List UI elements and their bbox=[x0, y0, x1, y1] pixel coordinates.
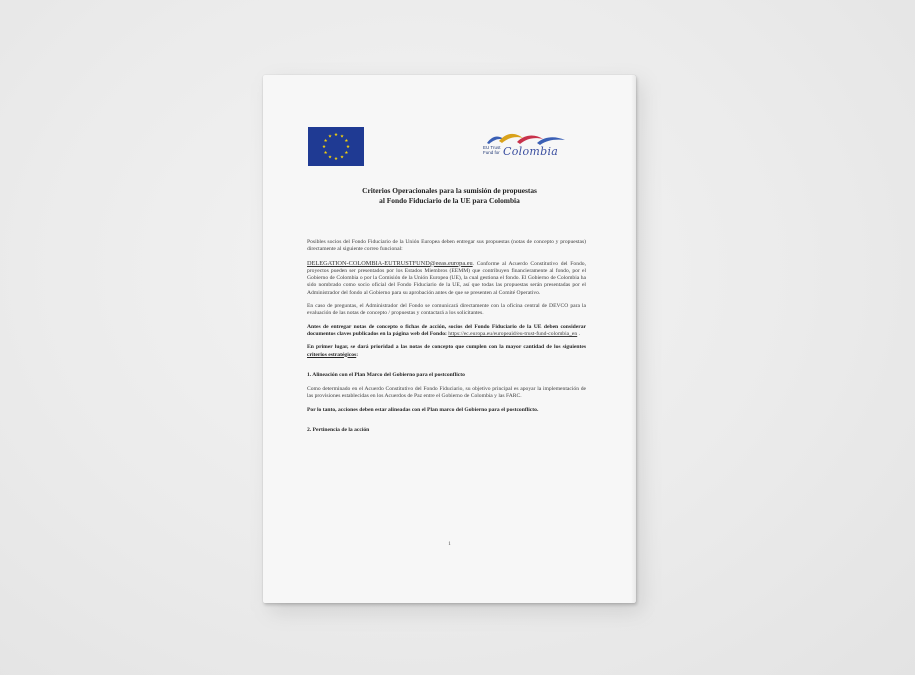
paragraph-5 bbox=[307, 344, 586, 359]
paragraph-5-bold: En primer lugar, se dará prioridad a las notas de concepto que cumplen con la mayor cantidad de los siguientes bbox=[307, 344, 586, 351]
eu-star-icon bbox=[324, 151, 327, 154]
paragraph-4-end: . bbox=[577, 330, 580, 337]
eu-star-icon bbox=[328, 155, 331, 158]
eu-star-icon bbox=[345, 151, 348, 154]
eu-star-icon bbox=[340, 134, 343, 137]
eu-flag-icon bbox=[308, 127, 364, 166]
eu-star-icon bbox=[328, 134, 331, 137]
paragraph-2-text: . Conforme al Acuerdo Constitutivo del Fondo, proyectos pueden ser presentados por los Estados Miembros (EEMM) que contribuyen financieramente al fondo, por el Gobierno de Colombia o por la Comisión de la Unión Europea (UE), la cual gestiona el fondo. El Gobierno de Colombia ha sido nombrado como socio oficial del Fondo Fiduciario de la UE, así que todas las propuestas serán presentadas por el Administrador del fondo al Gobierno para su aprobación antes de que se presenten al Comité Operativo. bbox=[307, 260, 586, 296]
heading-2: 2. Pertinencia de la acción bbox=[307, 427, 370, 434]
eu-star-icon bbox=[346, 145, 349, 148]
title-line-1: Criterios Operacionales para la sumisión de propuestas bbox=[362, 186, 537, 195]
eu-star-icon bbox=[334, 157, 337, 160]
eu-star-icon bbox=[324, 139, 327, 142]
paragraph-2 bbox=[307, 260, 586, 297]
page-number: 1 bbox=[448, 541, 451, 547]
logo-word: Colombia bbox=[503, 145, 559, 158]
document-body bbox=[307, 239, 586, 441]
heading-1: 1. Alineación con el Plan Marco del Gobierno para el postconflicto bbox=[307, 371, 465, 378]
eu-trust-fund-colombia-logo bbox=[483, 131, 573, 163]
paragraph-5-underlined: criterios estratégicos bbox=[307, 351, 357, 358]
paragraph-3: En caso de preguntas, el Administrador del Fondo se comunicará directamente con la oficina central de DEVCO para la evaluación de las notas de concepto / propuestas y contactará a los solicitantes. bbox=[307, 303, 586, 317]
eu-star-icon bbox=[322, 145, 325, 148]
paragraph-5-end: : bbox=[356, 351, 359, 358]
title-line-2: al Fondo Fiduciario de la UE para Colombia bbox=[379, 196, 520, 205]
website-link[interactable]: https://ec.europa.eu/europeaid/eu-trust-fund-colombia_en bbox=[448, 330, 578, 337]
eu-star-icon bbox=[345, 139, 348, 142]
eu-star-icon bbox=[334, 133, 337, 136]
document-title bbox=[283, 186, 616, 206]
logo-small-text: EU Trust Fund for bbox=[483, 145, 501, 155]
paragraph-4-bold: Antes de entregar notas de concepto o fichas de acción, socios del Fondo Fiduciario de la UE deben considerar documentos claves publicados en la página web del Fondo: bbox=[307, 323, 586, 337]
eu-star-icon bbox=[340, 155, 343, 158]
paragraph-1: Posibles socios del Fondo Fiduciario de la Unión Europea deben entregar sus propuestas (notas de concepto y propuestas) directamente al siguiente correo funcional: bbox=[307, 239, 586, 253]
paragraph-4 bbox=[307, 324, 586, 339]
document-page bbox=[263, 75, 636, 603]
paragraph-7: Por lo tanto, acciones deben estar alineadas con el Plan marco del Gobierno para el postconflicto. bbox=[307, 406, 539, 413]
paragraph-6: Como determinado en el Acuerdo Constitutivo del Fondo Fiduciario, su objetivo principal es apoyar la implementación de las provisiones establecidas en los Acuerdos de Paz entre el Gobierno de Colombia y las FARC. bbox=[307, 386, 586, 400]
email-link[interactable]: DELEGATION-COLOMBIA-EUTRUSTFUND@eeas.europa.eu bbox=[307, 259, 473, 267]
